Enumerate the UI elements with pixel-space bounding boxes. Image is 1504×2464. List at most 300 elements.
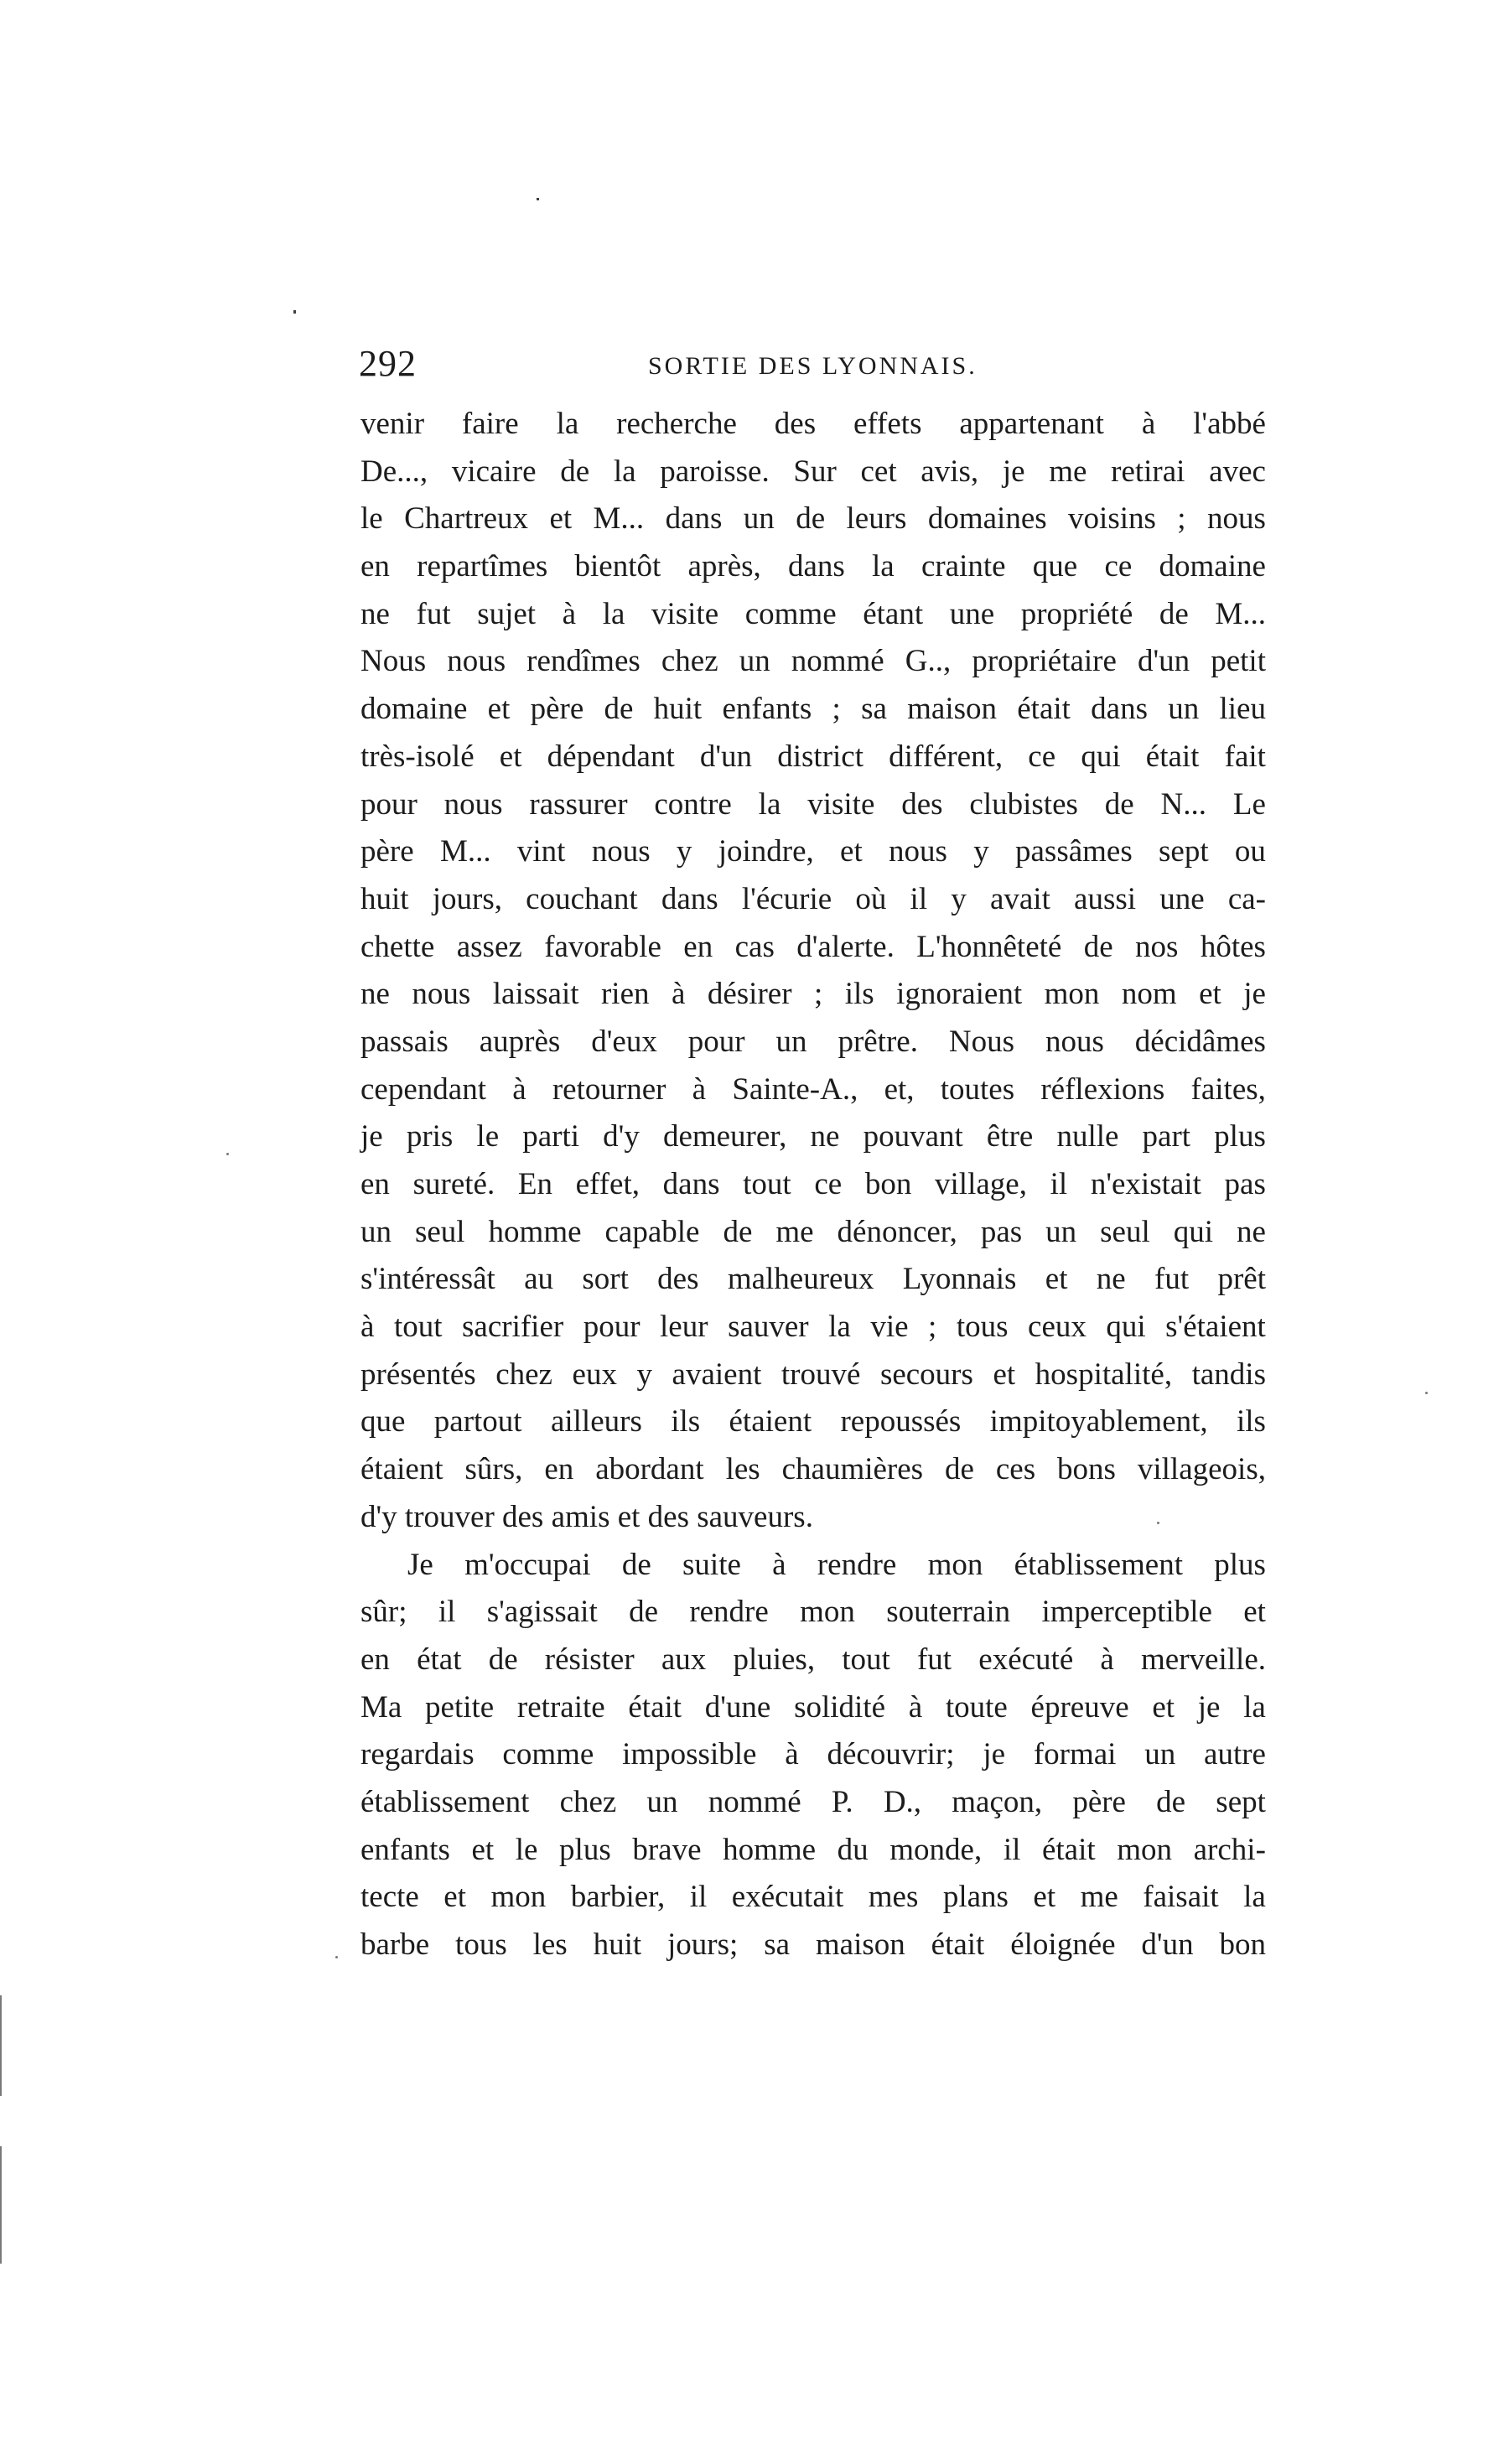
word: nulle — [1056, 1119, 1119, 1154]
word: sureté. — [412, 1167, 495, 1201]
word: étaient — [729, 1404, 812, 1439]
word: il — [1050, 1167, 1068, 1201]
word: exécuté — [978, 1642, 1074, 1677]
word: faisait — [1143, 1880, 1219, 1915]
word: maison — [815, 1927, 905, 1962]
word: dans — [788, 549, 845, 584]
word: qui — [1106, 1310, 1146, 1345]
word: des — [901, 786, 943, 822]
word: l'écurie — [741, 881, 832, 916]
word: nommé — [791, 644, 884, 679]
word: faites, — [1190, 1071, 1266, 1107]
word: et — [549, 501, 573, 537]
word: de — [1159, 596, 1189, 631]
text-line — [360, 781, 1266, 829]
text-line — [360, 686, 1266, 734]
word: des — [774, 407, 817, 441]
page-number: 292 — [359, 343, 417, 384]
word: pluies, — [733, 1642, 816, 1677]
word: Le — [1232, 786, 1266, 822]
word: contre — [654, 786, 732, 822]
word: un — [360, 1214, 392, 1249]
word: Je — [407, 1547, 433, 1582]
text-line — [360, 1304, 1266, 1351]
word: ; — [832, 692, 841, 727]
word: ils — [671, 1404, 701, 1439]
text-line — [360, 828, 1266, 876]
word: chette — [360, 929, 435, 964]
word: plus — [1214, 1547, 1266, 1582]
word: maçon, — [952, 1784, 1043, 1819]
word: vicaire — [451, 454, 537, 489]
word: Lyonnais — [902, 1262, 1017, 1297]
word: réflexions — [1040, 1071, 1165, 1107]
paragraph-first-line — [360, 1542, 1266, 1590]
word: retourner — [552, 1071, 666, 1107]
word: jours, — [432, 881, 502, 916]
word: établissement — [360, 1784, 530, 1819]
word: la — [758, 786, 781, 822]
word: auprès — [479, 1024, 561, 1059]
word: père — [360, 834, 414, 869]
word: malheureux — [727, 1262, 874, 1297]
word: sort — [582, 1262, 629, 1297]
word: ou — [1234, 834, 1266, 869]
word: N... — [1160, 786, 1206, 822]
word: Nous — [360, 644, 427, 679]
word: Chartreux — [404, 501, 529, 537]
word: aussi — [1074, 881, 1137, 916]
word: plans — [942, 1880, 1009, 1915]
word: les — [532, 1927, 568, 1962]
word: seul — [1100, 1214, 1150, 1249]
word: de — [621, 1547, 651, 1582]
word: sûrs, — [464, 1452, 523, 1487]
word: après, — [687, 549, 761, 584]
word: pouvant — [863, 1119, 963, 1154]
word: sept — [1159, 834, 1209, 869]
word: monde, — [889, 1832, 983, 1867]
word: était — [1145, 739, 1200, 774]
word: bon — [864, 1167, 912, 1201]
word: épreuve — [1030, 1689, 1129, 1725]
word: archi- — [1193, 1832, 1266, 1867]
text-line — [360, 1874, 1266, 1922]
word: une — [949, 596, 995, 631]
word: exécutait — [731, 1880, 844, 1915]
word: comme — [502, 1737, 594, 1772]
word: en — [360, 1167, 390, 1201]
word: rendre — [689, 1595, 769, 1630]
word: domaine — [360, 692, 468, 727]
word: Sur — [793, 454, 837, 489]
text-line — [360, 1351, 1266, 1399]
word: pour — [360, 786, 417, 822]
word: la — [872, 549, 895, 584]
word: homme — [488, 1214, 582, 1249]
word: je — [983, 1737, 1006, 1772]
word: ne — [360, 977, 390, 1012]
word: le — [360, 501, 383, 537]
word: un — [646, 1784, 678, 1819]
word: plus — [1214, 1119, 1266, 1154]
word: comme — [744, 596, 837, 631]
scan-edge-line — [0, 2146, 2, 2264]
word: étaient — [360, 1452, 443, 1487]
word: qui — [1173, 1214, 1213, 1249]
word: rendre — [817, 1547, 897, 1582]
word: et — [1199, 977, 1221, 1012]
word: y — [676, 834, 692, 869]
word: je — [1243, 977, 1266, 1012]
word: et — [487, 692, 511, 727]
word: tout — [842, 1642, 890, 1677]
word: solidité — [794, 1689, 886, 1725]
word: état — [417, 1642, 462, 1677]
scan-edge-line — [0, 1995, 2, 2096]
word: une — [1159, 881, 1205, 916]
word: que — [360, 1404, 406, 1439]
word: de — [488, 1642, 518, 1677]
word: mon — [1044, 977, 1100, 1012]
word: appartenant — [959, 407, 1104, 441]
text-line — [360, 638, 1266, 686]
word: pas — [980, 1214, 1023, 1249]
word: repartîmes — [417, 549, 548, 584]
word: l'abbé — [1193, 407, 1266, 441]
word: à — [671, 977, 686, 1012]
word: d'alerte. — [796, 929, 895, 964]
word: n'existait — [1090, 1167, 1201, 1201]
word: mon — [927, 1547, 983, 1582]
word: découvrir; — [827, 1737, 955, 1772]
text-line — [360, 1589, 1266, 1637]
word: était — [628, 1689, 682, 1725]
word: d'une — [704, 1689, 771, 1725]
word: nom — [1121, 977, 1177, 1012]
word: y — [973, 834, 989, 869]
word: pour — [687, 1024, 745, 1059]
text-line — [360, 1019, 1266, 1066]
word: suite — [682, 1547, 741, 1582]
word: un — [1045, 1214, 1077, 1249]
word: village, — [935, 1167, 1027, 1201]
word: jours; — [667, 1927, 739, 1962]
word: s'étaient — [1165, 1310, 1266, 1345]
text-line — [360, 401, 1266, 449]
word: établissement — [1014, 1547, 1184, 1582]
word: enfants — [360, 1832, 450, 1867]
word: mon — [490, 1880, 547, 1915]
word: tout — [743, 1167, 791, 1201]
word: était — [1041, 1832, 1096, 1867]
word: la — [1243, 1689, 1266, 1725]
word: un — [1168, 692, 1200, 727]
word: ignoraient — [896, 977, 1023, 1012]
word: était — [931, 1927, 985, 1962]
word: partout — [433, 1404, 522, 1439]
word: domaines — [927, 501, 1047, 537]
word: retraite — [516, 1689, 605, 1725]
word: il — [689, 1880, 708, 1915]
word: imperceptible — [1041, 1595, 1212, 1630]
word: toutes — [940, 1071, 1015, 1107]
word: ils — [1237, 1404, 1266, 1439]
word: de — [796, 501, 826, 537]
word: souterrain — [886, 1595, 1011, 1630]
word: domaine — [1159, 549, 1266, 584]
word: En — [517, 1167, 552, 1201]
text-line — [360, 449, 1266, 496]
word: mon — [1117, 1832, 1173, 1867]
word: couchant — [526, 881, 638, 916]
word: vint — [516, 834, 566, 869]
word: ne — [1236, 1214, 1266, 1249]
text-line — [360, 1161, 1266, 1209]
scan-speck — [1157, 1522, 1159, 1524]
word: tandis — [1191, 1356, 1266, 1392]
word: nous — [443, 786, 503, 822]
word: favorable — [544, 929, 661, 964]
word: ne — [360, 596, 390, 631]
word: ces — [995, 1452, 1036, 1487]
word: regardais — [360, 1737, 475, 1772]
word: avait — [989, 881, 1050, 916]
word: y — [636, 1356, 652, 1392]
word: Ma — [360, 1689, 402, 1725]
word: il — [438, 1595, 456, 1630]
word: prêtre. — [838, 1024, 918, 1059]
word: Sainte-A., — [732, 1071, 858, 1107]
word: dénoncer, — [837, 1214, 957, 1249]
text-line — [360, 1066, 1266, 1114]
word: en — [683, 929, 713, 964]
word: brave — [632, 1832, 702, 1867]
word: plus — [559, 1832, 611, 1867]
word: chaumières — [781, 1452, 924, 1487]
running-title: SORTIE DES LYONNAIS. — [648, 352, 978, 380]
word: du — [837, 1832, 869, 1867]
word: trouvé — [781, 1356, 861, 1392]
word: chez — [559, 1784, 617, 1819]
word: et — [443, 1880, 466, 1915]
text-line — [360, 1684, 1266, 1732]
word: chez — [661, 644, 718, 679]
word: tous — [455, 1927, 507, 1962]
text-line — [360, 1922, 1266, 1969]
word: s'intéressât — [360, 1262, 495, 1297]
word: bientôt — [574, 549, 661, 584]
word: je — [360, 1119, 383, 1154]
word: propriétaire — [972, 644, 1117, 679]
word: abordant — [595, 1452, 704, 1487]
word: en — [360, 549, 390, 584]
word: tous — [956, 1310, 1009, 1345]
word: paroisse. — [660, 454, 770, 489]
word: éloignée — [1010, 1927, 1116, 1962]
word: à — [1100, 1642, 1114, 1677]
word: ; — [813, 977, 823, 1012]
word: fut — [416, 596, 451, 631]
word: me — [1080, 1880, 1118, 1915]
word: avaient — [672, 1356, 762, 1392]
word: avec — [1209, 454, 1266, 489]
page-header — [359, 339, 1264, 397]
word: autre — [1204, 1737, 1266, 1772]
text-line — [360, 1779, 1266, 1827]
scan-dot-left — [293, 310, 296, 314]
word: la — [828, 1310, 851, 1345]
word: ce — [814, 1167, 843, 1201]
word: résister — [544, 1642, 635, 1677]
word: barbier, — [570, 1880, 666, 1915]
word: d'un — [1137, 644, 1190, 679]
word: me — [1049, 454, 1087, 489]
word: ne — [1096, 1262, 1126, 1297]
word: un — [743, 501, 775, 537]
word: nous — [591, 834, 651, 869]
word: rendîmes — [526, 644, 640, 679]
word: impossible — [622, 1737, 757, 1772]
word: ca- — [1227, 881, 1266, 916]
word: sacrifier — [462, 1310, 564, 1345]
word: d'un — [699, 739, 753, 774]
word: présentés — [360, 1356, 476, 1392]
word: formai — [1033, 1737, 1117, 1772]
word: à — [1141, 407, 1156, 441]
word: huit — [593, 1927, 642, 1962]
word: sa — [861, 692, 887, 727]
word: bon — [1219, 1927, 1266, 1962]
word: hôtes — [1200, 929, 1266, 964]
word: mes — [868, 1880, 919, 1915]
word: retirai — [1111, 454, 1185, 489]
word: de — [1083, 929, 1113, 964]
word: tout — [393, 1310, 443, 1345]
word: merveille. — [1141, 1642, 1266, 1677]
word: fut — [1154, 1262, 1190, 1297]
word: différent, — [889, 739, 1004, 774]
word: district — [777, 739, 864, 774]
text-line — [360, 876, 1266, 924]
word: ceux — [1028, 1310, 1087, 1345]
word: venir — [360, 407, 425, 441]
word: voisins — [1068, 501, 1156, 537]
word: et — [1033, 1880, 1056, 1915]
word: et — [1152, 1689, 1175, 1725]
word: demeurer, — [662, 1119, 787, 1154]
word: homme — [723, 1832, 817, 1867]
text-line — [360, 1398, 1266, 1446]
word: cas — [734, 929, 775, 964]
word: petit — [1211, 644, 1266, 679]
text-line — [360, 1256, 1266, 1304]
word: à — [562, 596, 577, 631]
word: pas — [1224, 1167, 1266, 1201]
word: sujet — [477, 596, 537, 631]
word: la — [1243, 1880, 1266, 1915]
word: dans — [661, 881, 718, 916]
text-line — [360, 495, 1266, 543]
word: secours — [879, 1356, 973, 1392]
word: et, — [884, 1071, 915, 1107]
word: la — [556, 407, 579, 441]
word: étant — [863, 596, 924, 631]
word: nos — [1135, 929, 1179, 964]
word: de — [1156, 1784, 1186, 1819]
word: ; — [1177, 501, 1186, 537]
line-text: d'y trouver des amis et des sauveurs. — [360, 1499, 813, 1534]
word: dans — [665, 501, 723, 537]
word: barbe — [360, 1927, 430, 1962]
word: fut — [916, 1642, 952, 1677]
word: que — [1032, 549, 1078, 584]
word: sûr; — [360, 1595, 407, 1630]
word: le — [515, 1832, 538, 1867]
word: de — [604, 692, 634, 727]
word: très-isolé — [360, 739, 475, 774]
word: un — [775, 1024, 807, 1059]
text-line — [360, 1209, 1266, 1257]
word: visite — [651, 596, 719, 631]
text-line — [360, 1731, 1266, 1779]
word: était — [1017, 692, 1071, 727]
word: désirer — [707, 977, 792, 1012]
word: les — [725, 1452, 760, 1487]
word: fait — [1224, 739, 1266, 774]
word: maison — [907, 692, 998, 727]
word: à — [772, 1547, 786, 1582]
word: nommé — [708, 1784, 801, 1819]
text-line — [360, 924, 1266, 972]
body-text — [360, 401, 1266, 1969]
word: de — [1104, 786, 1134, 822]
scan-speck — [335, 1956, 338, 1958]
text-line — [360, 543, 1266, 591]
word: M... — [1215, 596, 1266, 631]
word: de — [945, 1452, 974, 1487]
word: bons — [1057, 1452, 1116, 1487]
text-line — [360, 591, 1266, 639]
word: des — [657, 1262, 699, 1297]
word: visite — [807, 786, 875, 822]
word: il — [1003, 1832, 1021, 1867]
word: D., — [883, 1784, 922, 1819]
word: tecte — [360, 1880, 419, 1915]
word: pris — [406, 1119, 454, 1154]
word: père — [1072, 1784, 1126, 1819]
word: capable — [604, 1214, 700, 1249]
word: part — [1142, 1119, 1191, 1154]
word: leurs — [846, 501, 907, 537]
word: seul — [414, 1214, 465, 1249]
word: villageois, — [1137, 1452, 1266, 1487]
word: petite — [425, 1689, 495, 1725]
word: effet, — [575, 1167, 640, 1201]
word: il — [910, 881, 928, 916]
text-line — [360, 1446, 1266, 1494]
word: avis, — [921, 454, 979, 489]
word: en — [360, 1642, 390, 1677]
word: d'eux — [591, 1024, 657, 1059]
word: ; — [928, 1310, 937, 1345]
word: décidâmes — [1134, 1024, 1266, 1059]
word: joindre, — [718, 834, 814, 869]
word: passâmes — [1015, 834, 1133, 869]
word: eux — [572, 1356, 617, 1392]
text-line — [360, 1637, 1266, 1684]
word: et — [499, 739, 522, 774]
